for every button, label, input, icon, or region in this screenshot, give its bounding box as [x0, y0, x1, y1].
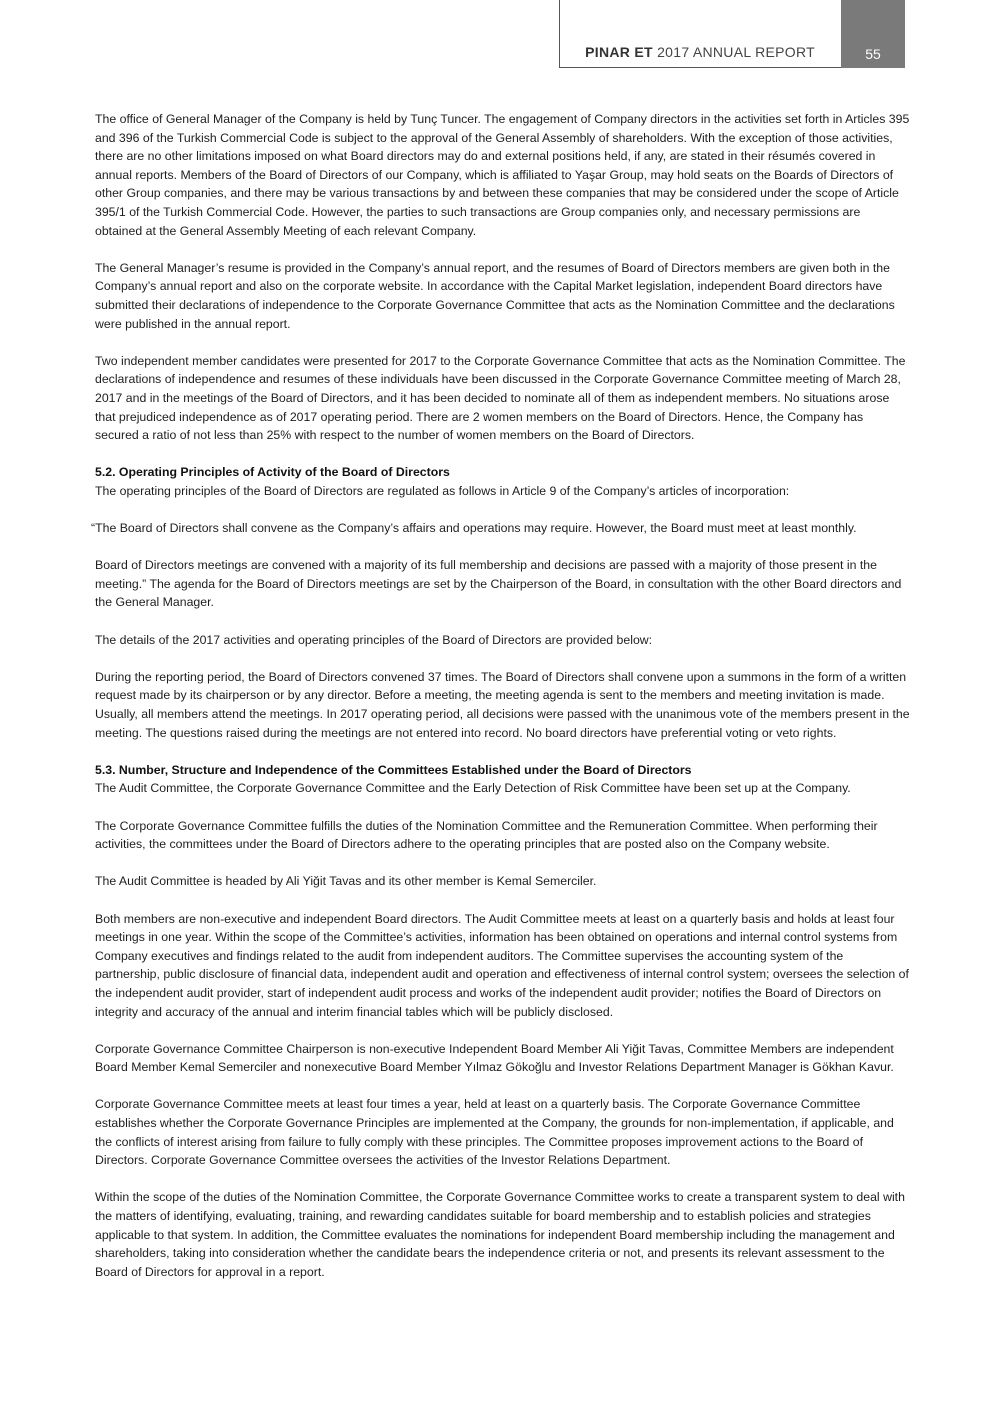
report-title [585, 44, 815, 60]
paragraph: The operating principles of the Board of Directors are regulated as follows in Article 9 of the Company’s articles of incorporation: [95, 483, 790, 498]
paragraph: Corporate Governance Committee meets at least four times a year, held at least on a quarterly basis. The Corporate Governance Committee establishes whether the Corporate Governance Principles are implemented at the Company, the grounds for non-implementation, if applicable, and the conflicts of interest arising from failure to fully comply with these principles. The Committee proposes improvement actions to the Board of Directors. Corporate Governance Committee oversees the activities of the Investor Relations Department. [95, 1097, 894, 1168]
paragraph: The Audit Committee, the Corporate Governance Committee and the Early Detection of Risk Committee have been set up at the Company. [95, 781, 851, 796]
report-title-text: 2017 ANNUAL REPORT [652, 44, 815, 60]
paragraph: The Audit Committee is headed by Ali Yiğit Tavas and its other member is Kemal Semerciler. [95, 874, 597, 889]
report-brand: PINAR ET [585, 44, 653, 60]
paragraph: Corporate Governance Committee Chairperson is non-executive Independent Board Member Ali Yiğit Tavas, Committee Members are independent Board Member Kemal Semerciler and nonexecutive Board Member Yılmaz Gökoğlu and Investor Relations Department Manager is Gökhan Kavur. [95, 1041, 894, 1075]
paragraph: Within the scope of the duties of the Nomination Committee, the Corporate Governance Committee works to create a transparent system to deal with the matters of identifying, evaluating, training, and rewarding candidates suitable for board membership and to establish policies and strategies applicable to that system. In addition, the Committee evaluates the nominations for independent Board membership including the management and shareholders, taking into consideration whether the candidate bears the independence criteria or not, and presents its relevant assessment to the Board of Directors for approval in a report. [95, 1190, 905, 1279]
page-number-box [841, 0, 905, 68]
paragraph: Board of Directors meetings are convened with a majority of its full membership and decisions are passed with a majority of those present in the meeting.” The agenda for the Board of Directors meetings are set by the Chairperson of the Board, in consultation with the other Board directors and the General Manager. [95, 558, 902, 610]
paragraph: The General Manager’s resume is provided in the Company’s annual report, and the resumes of Board of Directors members are given both in the Company’s annual report and also on the corporate website. In accordance with the Capital Market legislation, independent Board directors have submitted their declarations of independence to the Corporate Governance Committee that acts as the Nomination Committee and the declarations were published in the annual report. [95, 260, 895, 331]
quote-paragraph: “The Board of Directors shall convene as the Company’s affairs and operations may require. However, the Board must meet at least monthly. [91, 521, 857, 536]
document-body [91, 110, 910, 1300]
paragraph: The details of the 2017 activities and operating principles of the Board of Directors are provided below: [95, 632, 653, 647]
section-heading-5-3: 5.3. Number, Structure and Independence of the Committees Established under the Board of Directors [95, 762, 692, 777]
paragraph: Two independent member candidates were presented for 2017 to the Corporate Governance Committee that acts as the Nomination Committee. The declarations of independence and resumes of these individuals have been discussed in the Corporate Governance Committee meeting of March 28, 2017 and in the meetings of the Board of Directors, and it has been decided to nominate all of them as independent members. No situations arose that prejudiced independence as of 2017 operating period. There are 2 women members on the Board of Directors. Hence, the Company has secured a ratio of not less than 25% with respect to the number of women members on the Board of Directors. [95, 353, 906, 443]
page-number: 55 [865, 46, 881, 62]
section-heading-5-2: 5.2. Operating Principles of Activity of the Board of Directors [95, 465, 450, 480]
paragraph: During the reporting period, the Board of Directors convened 37 times. The Board of Directors shall convene upon a summons in the form of a written request made by its chairperson or by any director. Before a meeting, the meeting agenda is sent to the members and meeting invitation is made. Usually, all members attend the meetings. In 2017 operating period, all decisions were passed with the unanimous vote of the members present in the meeting. The questions raised during the meetings are not entered into record. No board directors have preferential voting or veto rights. [95, 669, 910, 740]
paragraph: The office of General Manager of the Company is held by Tunç Tuncer. The engagement of Company directors in the activities set forth in Articles 395 and 396 of the Turkish Commercial Code is subject to the approval of the General Assembly of shareholders. With the exception of those activities, there are no other limitations imposed on what Board directors may do and external positions held, if any, are stated in their résumés covered in annual reports. Members of the Board of Directors of our Company, which is affiliated to Yaşar Group, may hold seats on the Boards of Directors of other Group companies, and there may be various transactions by and between these companies that may be considered under the scope of Article 395/1 of the Turkish Commercial Code. However, the parties to such transactions are Group companies only, and necessary permissions are obtained at the General Assembly Meeting of each relevant Company. [95, 112, 910, 238]
paragraph: The Corporate Governance Committee fulfills the duties of the Nomination Committee and the Remuneration Committee. When performing their activities, the committees under the Board of Directors adhere to the operating principles that are posted also on the Company website. [95, 818, 878, 852]
paragraph: Both members are non-executive and independent Board directors. The Audit Committee meets at least on a quarterly basis and holds at least four meetings in one year. Within the scope of the Committee’s activities, information has been obtained on operations and internal control systems from Company executives and findings related to the audit from independent auditors. The Committee supervises the accounting system of the partnership, public disclosure of financial data, independent audit and operation and effectiveness of internal control system; oversees the selection of the independent audit provider, start of independent audit process and works of the independent audit provider; notifies the Board of Directors on integrity and accuracy of the annual and interim financial tables which will be publicly disclosed. [95, 911, 909, 1019]
report-header [559, 0, 841, 68]
